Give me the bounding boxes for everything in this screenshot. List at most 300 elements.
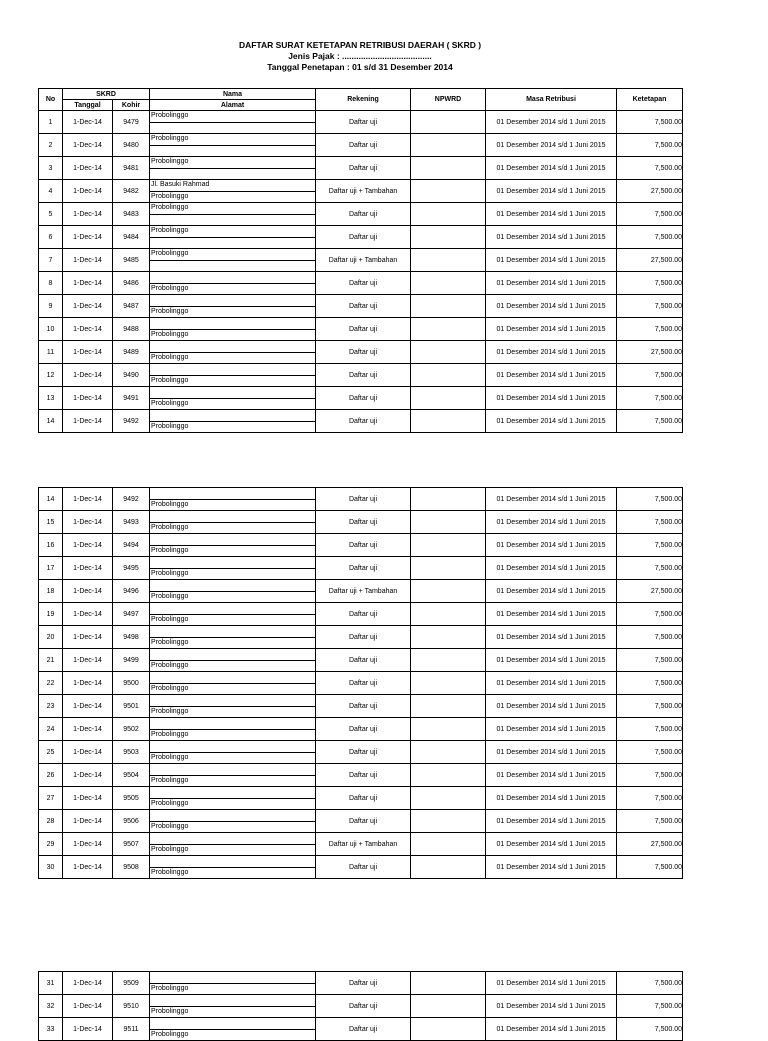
row-nama-alamat	[150, 810, 316, 833]
row-alamat: Probolinggo	[151, 731, 189, 738]
row-npwrd	[411, 157, 486, 180]
row-ketetapan: 7,500.00	[617, 134, 683, 157]
row-ketetapan: 27,500.00	[617, 249, 683, 272]
row-nama-alamat	[150, 695, 316, 718]
row-nama-alamat	[150, 511, 316, 534]
row-masa: 01 Desember 2014 s/d 1 Juni 2015	[486, 833, 617, 856]
row-kohir: 9482	[113, 180, 150, 203]
row-alamat: Probolinggo	[151, 685, 189, 692]
row-rekening: Daftar uji	[316, 341, 411, 364]
row-nama-alamat	[150, 364, 316, 387]
row-masa: 01 Desember 2014 s/d 1 Juni 2015	[486, 972, 617, 995]
row-npwrd	[411, 134, 486, 157]
row-masa: 01 Desember 2014 s/d 1 Juni 2015	[486, 649, 617, 672]
row-alamat: Probolinggo	[151, 570, 189, 577]
row-tanggal: 1-Dec-14	[63, 341, 113, 364]
row-masa: 01 Desember 2014 s/d 1 Juni 2015	[486, 718, 617, 741]
row-no: 8	[39, 272, 63, 295]
row-masa: 01 Desember 2014 s/d 1 Juni 2015	[486, 856, 617, 879]
row-no: 11	[39, 341, 63, 364]
row-no: 6	[39, 226, 63, 249]
row-npwrd	[411, 995, 486, 1018]
row-nama-alamat	[150, 157, 316, 180]
row-kohir: 9491	[113, 387, 150, 410]
row-kohir: 9499	[113, 649, 150, 672]
row-no: 28	[39, 810, 63, 833]
row-kohir: 9500	[113, 672, 150, 695]
row-ketetapan: 7,500.00	[617, 649, 683, 672]
row-masa: 01 Desember 2014 s/d 1 Juni 2015	[486, 249, 617, 272]
jenis-pajak-line: Jenis Pajak : ......................................	[288, 51, 432, 61]
row-tanggal: 1-Dec-14	[63, 111, 113, 134]
row-npwrd	[411, 249, 486, 272]
row-rekening: Daftar uji	[316, 488, 411, 511]
row-masa: 01 Desember 2014 s/d 1 Juni 2015	[486, 695, 617, 718]
row-rekening: Daftar uji	[316, 856, 411, 879]
skrd-table-page-3	[38, 971, 683, 1041]
row-kohir: 9510	[113, 995, 150, 1018]
row-no: 22	[39, 672, 63, 695]
row-no: 3	[39, 157, 63, 180]
row-npwrd	[411, 534, 486, 557]
row-nama-alamat	[150, 672, 316, 695]
row-no: 24	[39, 718, 63, 741]
row-alamat: Probolinggo	[151, 377, 189, 384]
row-nama-alamat	[150, 111, 316, 134]
table-row	[39, 226, 683, 249]
row-tanggal: 1-Dec-14	[63, 833, 113, 856]
row-nama-alamat	[150, 226, 316, 249]
row-kohir: 9483	[113, 203, 150, 226]
row-tanggal: 1-Dec-14	[63, 810, 113, 833]
row-alamat	[150, 168, 315, 179]
row-no: 14	[39, 488, 63, 511]
row-kohir: 9486	[113, 272, 150, 295]
table-row	[39, 603, 683, 626]
row-alamat: Probolinggo	[151, 501, 189, 508]
row-kohir: 9511	[113, 1018, 150, 1041]
row-rekening: Daftar uji	[316, 203, 411, 226]
row-kohir: 9492	[113, 410, 150, 433]
table-row	[39, 764, 683, 787]
row-ketetapan: 7,500.00	[617, 787, 683, 810]
row-no: 1	[39, 111, 63, 134]
table-row	[39, 488, 683, 511]
row-alamat: Probolinggo	[151, 524, 189, 531]
row-npwrd	[411, 272, 486, 295]
row-masa: 01 Desember 2014 s/d 1 Juni 2015	[486, 741, 617, 764]
row-kohir: 9481	[113, 157, 150, 180]
row-kohir: 9504	[113, 764, 150, 787]
row-nama-alamat	[150, 833, 316, 856]
row-tanggal: 1-Dec-14	[63, 364, 113, 387]
row-ketetapan: 7,500.00	[617, 318, 683, 341]
table-row	[39, 557, 683, 580]
row-ketetapan: 7,500.00	[617, 272, 683, 295]
row-masa: 01 Desember 2014 s/d 1 Juni 2015	[486, 295, 617, 318]
row-tanggal: 1-Dec-14	[63, 410, 113, 433]
row-nama-alamat	[150, 764, 316, 787]
row-nama-alamat	[150, 856, 316, 879]
row-rekening: Daftar uji	[316, 649, 411, 672]
row-alamat: Probolinggo	[151, 708, 189, 715]
page-3	[38, 971, 684, 1038]
row-npwrd	[411, 672, 486, 695]
row-ketetapan: 7,500.00	[617, 718, 683, 741]
row-npwrd	[411, 1018, 486, 1041]
row-nama-alamat	[150, 603, 316, 626]
row-kohir: 9509	[113, 972, 150, 995]
row-rekening: Daftar uji	[316, 626, 411, 649]
col-header-masa: Masa Retribusi	[486, 89, 617, 111]
row-tanggal: 1-Dec-14	[63, 557, 113, 580]
row-alamat	[150, 122, 315, 133]
row-tanggal: 1-Dec-14	[63, 856, 113, 879]
row-nama-alamat	[150, 410, 316, 433]
row-nama: Jl. Basuki Rahmad	[150, 180, 315, 192]
row-rekening: Daftar uji + Tambahan	[316, 249, 411, 272]
row-alamat: Probolinggo	[151, 193, 189, 200]
row-nama-alamat	[150, 134, 316, 157]
row-npwrd	[411, 580, 486, 603]
table-row	[39, 672, 683, 695]
row-npwrd	[411, 341, 486, 364]
row-kohir: 9496	[113, 580, 150, 603]
row-ketetapan: 7,500.00	[617, 972, 683, 995]
row-npwrd	[411, 856, 486, 879]
row-rekening: Daftar uji	[316, 972, 411, 995]
row-rekening: Daftar uji	[316, 672, 411, 695]
table-row	[39, 1018, 683, 1041]
row-tanggal: 1-Dec-14	[63, 718, 113, 741]
row-kohir: 9503	[113, 741, 150, 764]
row-rekening: Daftar uji	[316, 364, 411, 387]
row-nama-alamat	[150, 557, 316, 580]
row-alamat	[150, 260, 315, 271]
table-row	[39, 741, 683, 764]
row-npwrd	[411, 226, 486, 249]
col-header-ketetapan: Ketetapan	[617, 89, 683, 111]
row-nama-alamat	[150, 318, 316, 341]
table-row	[39, 995, 683, 1018]
row-npwrd	[411, 972, 486, 995]
row-masa: 01 Desember 2014 s/d 1 Juni 2015	[486, 111, 617, 134]
table-row	[39, 203, 683, 226]
row-no: 19	[39, 603, 63, 626]
row-tanggal: 1-Dec-14	[63, 511, 113, 534]
row-no: 30	[39, 856, 63, 879]
row-ketetapan: 7,500.00	[617, 295, 683, 318]
col-header-no: No	[39, 89, 63, 111]
table-row	[39, 972, 683, 995]
row-rekening: Daftar uji	[316, 111, 411, 134]
row-tanggal: 1-Dec-14	[63, 764, 113, 787]
table-row	[39, 387, 683, 410]
row-npwrd	[411, 718, 486, 741]
table-row	[39, 364, 683, 387]
col-header-tanggal: Tanggal	[63, 100, 113, 111]
row-alamat: Probolinggo	[151, 547, 189, 554]
row-kohir: 9497	[113, 603, 150, 626]
row-alamat	[150, 145, 315, 156]
row-alamat: Probolinggo	[151, 777, 189, 784]
row-rekening: Daftar uji	[316, 318, 411, 341]
row-nama-alamat	[150, 995, 316, 1018]
row-npwrd	[411, 603, 486, 626]
row-alamat: Probolinggo	[151, 823, 189, 830]
row-nama-alamat	[150, 718, 316, 741]
row-npwrd	[411, 180, 486, 203]
row-nama: Probolinggo	[150, 203, 315, 215]
row-tanggal: 1-Dec-14	[63, 226, 113, 249]
row-npwrd	[411, 318, 486, 341]
row-rekening: Daftar uji	[316, 1018, 411, 1041]
row-ketetapan: 7,500.00	[617, 111, 683, 134]
row-nama-alamat	[150, 580, 316, 603]
row-rekening: Daftar uji	[316, 603, 411, 626]
row-npwrd	[411, 833, 486, 856]
row-masa: 01 Desember 2014 s/d 1 Juni 2015	[486, 364, 617, 387]
row-kohir: 9502	[113, 718, 150, 741]
table-row	[39, 856, 683, 879]
col-header-nama: Nama	[150, 89, 316, 100]
row-alamat: Probolinggo	[151, 662, 189, 669]
row-npwrd	[411, 626, 486, 649]
row-kohir: 9505	[113, 787, 150, 810]
page-2	[38, 497, 684, 885]
table-row	[39, 180, 683, 203]
row-ketetapan: 7,500.00	[617, 695, 683, 718]
row-masa: 01 Desember 2014 s/d 1 Juni 2015	[486, 387, 617, 410]
row-no: 17	[39, 557, 63, 580]
row-npwrd	[411, 787, 486, 810]
row-nama-alamat	[150, 341, 316, 364]
table-row	[39, 318, 683, 341]
row-nama: Probolinggo	[150, 249, 315, 261]
row-npwrd	[411, 649, 486, 672]
row-ketetapan: 27,500.00	[617, 580, 683, 603]
row-rekening: Daftar uji	[316, 295, 411, 318]
table-row	[39, 580, 683, 603]
table-row	[39, 272, 683, 295]
row-kohir: 9490	[113, 364, 150, 387]
row-nama-alamat	[150, 272, 316, 295]
table-body-page-2	[39, 488, 683, 879]
row-alamat: Probolinggo	[151, 846, 189, 853]
row-npwrd	[411, 741, 486, 764]
row-tanggal: 1-Dec-14	[63, 318, 113, 341]
row-ketetapan: 7,500.00	[617, 226, 683, 249]
row-npwrd	[411, 410, 486, 433]
row-no: 29	[39, 833, 63, 856]
row-alamat: Probolinggo	[151, 331, 189, 338]
row-ketetapan: 7,500.00	[617, 410, 683, 433]
row-npwrd	[411, 511, 486, 534]
col-header-kohir: Kohir	[113, 100, 150, 111]
row-no: 16	[39, 534, 63, 557]
row-tanggal: 1-Dec-14	[63, 134, 113, 157]
row-nama-alamat	[150, 649, 316, 672]
row-rekening: Daftar uji + Tambahan	[316, 580, 411, 603]
table-row	[39, 833, 683, 856]
row-ketetapan: 7,500.00	[617, 511, 683, 534]
row-alamat: Probolinggo	[151, 985, 189, 992]
row-masa: 01 Desember 2014 s/d 1 Juni 2015	[486, 603, 617, 626]
table-row	[39, 787, 683, 810]
row-no: 33	[39, 1018, 63, 1041]
row-rekening: Daftar uji + Tambahan	[316, 180, 411, 203]
row-tanggal: 1-Dec-14	[63, 672, 113, 695]
row-tanggal: 1-Dec-14	[63, 1018, 113, 1041]
row-masa: 01 Desember 2014 s/d 1 Juni 2015	[486, 672, 617, 695]
row-tanggal: 1-Dec-14	[63, 626, 113, 649]
row-masa: 01 Desember 2014 s/d 1 Juni 2015	[486, 318, 617, 341]
row-masa: 01 Desember 2014 s/d 1 Juni 2015	[486, 580, 617, 603]
row-alamat: Probolinggo	[151, 285, 189, 292]
row-no: 26	[39, 764, 63, 787]
row-kohir: 9507	[113, 833, 150, 856]
row-no: 21	[39, 649, 63, 672]
row-ketetapan: 27,500.00	[617, 180, 683, 203]
row-ketetapan: 7,500.00	[617, 534, 683, 557]
row-masa: 01 Desember 2014 s/d 1 Juni 2015	[486, 157, 617, 180]
row-masa: 01 Desember 2014 s/d 1 Juni 2015	[486, 272, 617, 295]
row-npwrd	[411, 295, 486, 318]
row-ketetapan: 7,500.00	[617, 157, 683, 180]
row-tanggal: 1-Dec-14	[63, 157, 113, 180]
row-tanggal: 1-Dec-14	[63, 649, 113, 672]
row-alamat	[150, 237, 315, 248]
row-masa: 01 Desember 2014 s/d 1 Juni 2015	[486, 134, 617, 157]
row-rekening: Daftar uji	[316, 534, 411, 557]
row-ketetapan: 27,500.00	[617, 833, 683, 856]
row-rekening: Daftar uji	[316, 157, 411, 180]
row-nama-alamat	[150, 295, 316, 318]
row-rekening: Daftar uji	[316, 695, 411, 718]
row-npwrd	[411, 695, 486, 718]
table-row	[39, 249, 683, 272]
row-kohir: 9506	[113, 810, 150, 833]
row-ketetapan: 7,500.00	[617, 387, 683, 410]
row-tanggal: 1-Dec-14	[63, 741, 113, 764]
row-tanggal: 1-Dec-14	[63, 695, 113, 718]
table-row	[39, 649, 683, 672]
row-npwrd	[411, 387, 486, 410]
row-rekening: Daftar uji	[316, 134, 411, 157]
row-kohir: 9480	[113, 134, 150, 157]
row-tanggal: 1-Dec-14	[63, 972, 113, 995]
row-no: 13	[39, 387, 63, 410]
row-tanggal: 1-Dec-14	[63, 203, 113, 226]
row-kohir: 9501	[113, 695, 150, 718]
row-tanggal: 1-Dec-14	[63, 488, 113, 511]
row-no: 7	[39, 249, 63, 272]
row-kohir: 9498	[113, 626, 150, 649]
row-rekening: Daftar uji	[316, 810, 411, 833]
row-no: 23	[39, 695, 63, 718]
row-npwrd	[411, 764, 486, 787]
row-kohir: 9479	[113, 111, 150, 134]
row-npwrd	[411, 488, 486, 511]
row-no: 12	[39, 364, 63, 387]
table-row	[39, 295, 683, 318]
row-ketetapan: 7,500.00	[617, 995, 683, 1018]
col-header-alamat: Alamat	[150, 100, 316, 111]
row-tanggal: 1-Dec-14	[63, 387, 113, 410]
skrd-table-page-1	[38, 88, 683, 433]
row-alamat: Probolinggo	[151, 869, 189, 876]
row-masa: 01 Desember 2014 s/d 1 Juni 2015	[486, 511, 617, 534]
row-masa: 01 Desember 2014 s/d 1 Juni 2015	[486, 557, 617, 580]
row-alamat	[150, 214, 315, 225]
row-ketetapan: 7,500.00	[617, 488, 683, 511]
table-row	[39, 111, 683, 134]
row-tanggal: 1-Dec-14	[63, 787, 113, 810]
row-alamat: Probolinggo	[151, 593, 189, 600]
row-tanggal: 1-Dec-14	[63, 272, 113, 295]
col-header-npwrd: NPWRD	[411, 89, 486, 111]
row-no: 15	[39, 511, 63, 534]
row-nama-alamat	[150, 387, 316, 410]
row-no: 31	[39, 972, 63, 995]
row-masa: 01 Desember 2014 s/d 1 Juni 2015	[486, 226, 617, 249]
row-tanggal: 1-Dec-14	[63, 580, 113, 603]
row-kohir: 9495	[113, 557, 150, 580]
row-masa: 01 Desember 2014 s/d 1 Juni 2015	[486, 764, 617, 787]
row-rekening: Daftar uji	[316, 272, 411, 295]
row-nama-alamat	[150, 1018, 316, 1041]
row-alamat: Probolinggo	[151, 1031, 189, 1038]
row-no: 4	[39, 180, 63, 203]
row-no: 27	[39, 787, 63, 810]
table-row	[39, 157, 683, 180]
row-tanggal: 1-Dec-14	[63, 180, 113, 203]
row-nama: Probolinggo	[150, 226, 315, 238]
row-rekening: Daftar uji + Tambahan	[316, 833, 411, 856]
row-rekening: Daftar uji	[316, 764, 411, 787]
row-masa: 01 Desember 2014 s/d 1 Juni 2015	[486, 787, 617, 810]
row-kohir: 9494	[113, 534, 150, 557]
col-header-skrd: SKRD	[63, 89, 150, 100]
row-tanggal: 1-Dec-14	[63, 295, 113, 318]
row-no: 20	[39, 626, 63, 649]
row-alamat: Probolinggo	[151, 800, 189, 807]
row-rekening: Daftar uji	[316, 995, 411, 1018]
col-header-rekening: Rekening	[316, 89, 411, 111]
row-nama-alamat	[150, 972, 316, 995]
row-ketetapan: 7,500.00	[617, 672, 683, 695]
table-row	[39, 410, 683, 433]
row-tanggal: 1-Dec-14	[63, 534, 113, 557]
row-kohir: 9493	[113, 511, 150, 534]
document-title: DAFTAR SURAT KETETAPAN RETRIBUSI DAERAH ( SKRD )	[238, 40, 482, 50]
row-no: 5	[39, 203, 63, 226]
row-rekening: Daftar uji	[316, 387, 411, 410]
row-nama-alamat	[150, 249, 316, 272]
row-masa: 01 Desember 2014 s/d 1 Juni 2015	[486, 1018, 617, 1041]
row-ketetapan: 7,500.00	[617, 603, 683, 626]
row-tanggal: 1-Dec-14	[63, 603, 113, 626]
document-header	[0, 40, 720, 73]
row-kohir: 9487	[113, 295, 150, 318]
row-ketetapan: 7,500.00	[617, 741, 683, 764]
row-masa: 01 Desember 2014 s/d 1 Juni 2015	[486, 410, 617, 433]
row-alamat: Probolinggo	[151, 308, 189, 315]
row-masa: 01 Desember 2014 s/d 1 Juni 2015	[486, 203, 617, 226]
row-kohir: 9485	[113, 249, 150, 272]
row-npwrd	[411, 810, 486, 833]
row-rekening: Daftar uji	[316, 226, 411, 249]
